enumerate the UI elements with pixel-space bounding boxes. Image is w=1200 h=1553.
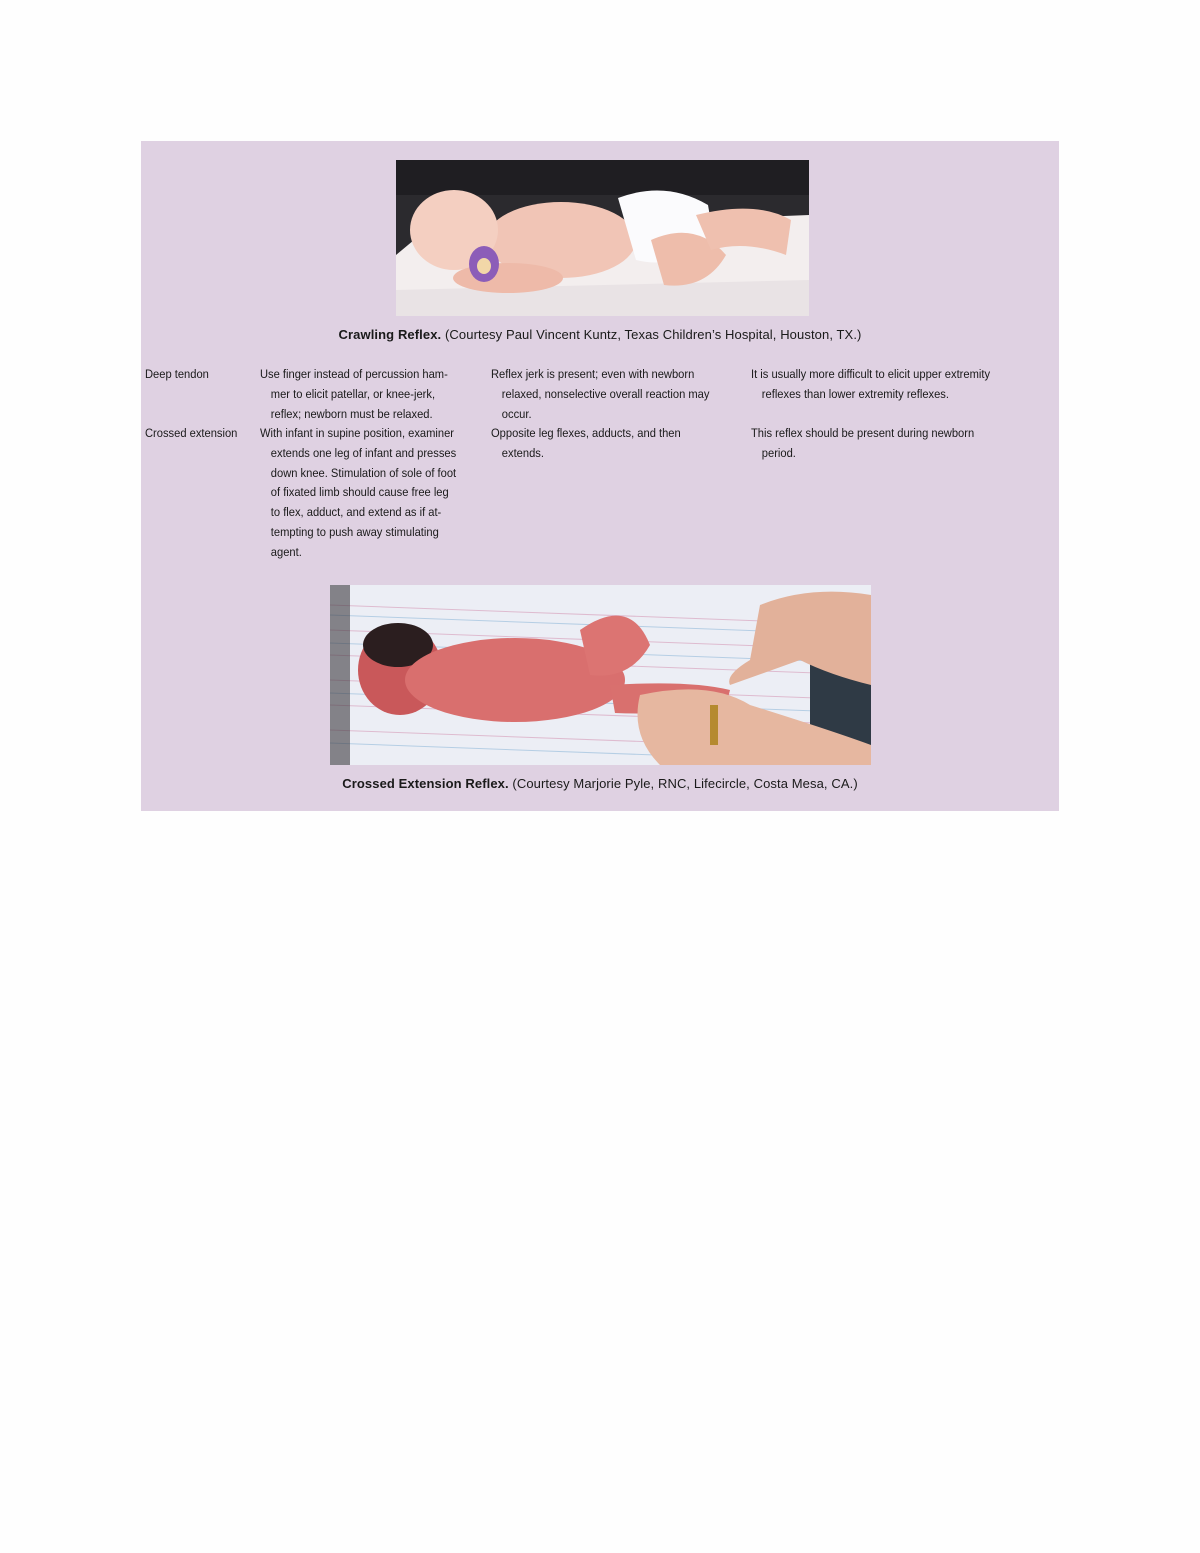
- response-text: [491, 365, 741, 424]
- text-line: tempting to push away stimulating: [270, 524, 439, 539]
- text-line: reflexes than lower extremity reflexes.: [761, 386, 949, 401]
- text-line: down knee. Stimulation of sole of foot: [270, 465, 457, 480]
- caption-title: Crossed Extension Reflex.: [342, 776, 509, 791]
- content-panel: [141, 141, 1059, 811]
- text-line: period.: [761, 445, 796, 460]
- comments-text: [751, 424, 1030, 464]
- text-line: This reflex should be present during newborn: [751, 426, 975, 440]
- text-line: reflex; newborn must be relaxed.: [270, 406, 433, 421]
- text-line: to flex, adduct, and extend as if at-: [270, 505, 442, 520]
- text-line: It is usually more difficult to elicit upper extremity: [751, 367, 991, 381]
- text-line: Use finger instead of percussion ham-: [260, 367, 448, 381]
- text-line: relaxed, nonselective overall reaction may: [501, 386, 710, 401]
- crossed-extension-caption: [141, 776, 1059, 791]
- elicit-method: [260, 365, 485, 424]
- crawling-reflex-photo: [396, 160, 809, 316]
- text-line: agent.: [270, 544, 302, 559]
- reflex-name: Crossed extension: [145, 426, 238, 440]
- crossed-extension-reflex-photo: [330, 585, 871, 765]
- text-line: mer to elicit patellar, or knee-jerk,: [270, 386, 436, 401]
- text-line: With infant in supine position, examiner: [260, 426, 455, 440]
- caption-title: Crawling Reflex.: [338, 327, 442, 342]
- text-line: occur.: [501, 406, 532, 421]
- crawling-reflex-caption: [141, 327, 1059, 342]
- text-line: of fixated limb should cause free leg: [270, 485, 449, 500]
- response-text: [491, 424, 741, 464]
- text-line: Reflex jerk is present; even with newborn: [491, 367, 695, 381]
- elicit-method: [260, 424, 485, 563]
- text-line: extends one leg of infant and presses: [270, 445, 457, 460]
- text-line: extends.: [501, 445, 544, 460]
- text-line: Opposite leg flexes, adducts, and then: [491, 426, 681, 440]
- reflex-name: Deep tendon: [145, 367, 209, 381]
- caption-credit: (Courtesy Marjorie Pyle, RNC, Lifecircle, Costa Mesa, CA.): [508, 776, 858, 791]
- comments-text: [751, 365, 1030, 405]
- caption-credit: (Courtesy Paul Vincent Kuntz, Texas Children’s Hospital, Houston, TX.): [441, 327, 862, 342]
